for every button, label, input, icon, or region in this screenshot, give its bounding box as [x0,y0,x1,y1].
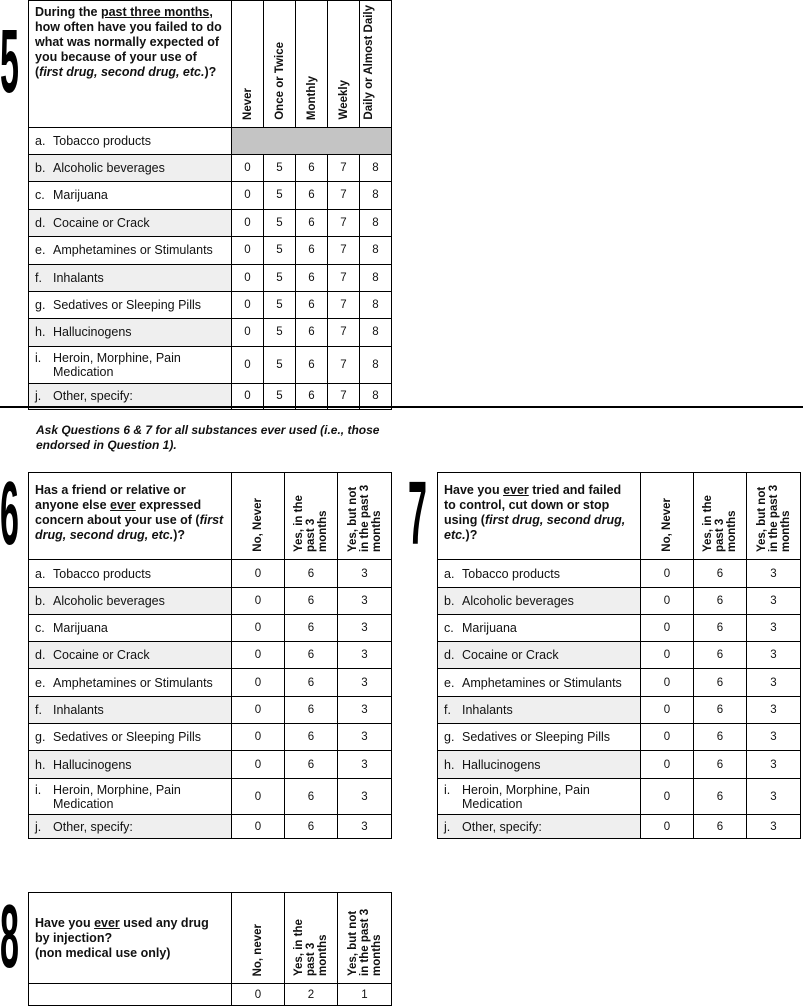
answer-code[interactable]: 0 [232,779,285,815]
substance-row [438,724,801,751]
answer-code[interactable]: 6 [285,588,338,615]
column-header-no-never: No, never [232,893,285,984]
substance-row [29,560,392,588]
answer-code[interactable]: 3 [747,669,801,697]
substance-row [29,127,392,154]
answer-code[interactable]: 0 [232,383,264,409]
substance-row [29,779,392,815]
substance-label-cell [438,697,641,724]
row-letter: a. [444,566,455,581]
answer-label-cell [29,984,232,1006]
answer-code[interactable]: 6 [296,154,328,181]
answer-code[interactable]: 6 [285,815,338,839]
answer-code[interactable]: 8 [360,181,392,209]
substance-label: Amphetamines or Stimulants [462,675,622,690]
column-header-yes-past-3-months: Yes, in the past 3 months [694,473,747,560]
row-letter: b. [35,160,46,175]
row-letter: j. [35,389,42,404]
row-letter: i. [444,782,451,797]
substance-label-cell [438,642,641,669]
answer-code[interactable]: 3 [338,642,392,669]
column-header-yes-past-3-months: Yes, in the past 3 months [285,473,338,560]
answer-code[interactable]: 3 [338,815,392,839]
answer-code[interactable]: 5 [264,383,296,409]
answer-code[interactable]: 6 [285,724,338,751]
substance-label: Hallucinogens [53,757,132,772]
substance-label-cell [29,669,232,697]
substance-label: Other, specify: [462,819,542,834]
answer-code[interactable]: 6 [694,560,747,588]
answer-code[interactable]: 3 [747,751,801,779]
answer-code[interactable]: 6 [285,642,338,669]
substance-label: Cocaine or Crack [53,648,150,662]
answer-code[interactable]: 0 [232,560,285,588]
row-letter: e. [444,675,455,690]
question-number-5: 5 [0,12,19,113]
answer-code[interactable]: 0 [232,815,285,839]
column-header-yes-not-past-3-months: Yes, but not in the past 3 months [338,473,392,560]
answer-code[interactable]: 0 [232,318,264,346]
answer-code[interactable]: 0 [232,291,264,318]
answer-code[interactable]: 6 [285,669,338,697]
substance-label-cell [29,127,232,154]
answer-code[interactable]: 6 [296,291,328,318]
substance-label-cell [29,560,232,588]
instruction-text: Ask Questions 6 & 7 for all substances ever used (i.e., those endorsed in Question 1). [36,423,380,452]
substance-label-cell [29,779,232,815]
substance-label-cell [29,154,232,181]
answer-code[interactable]: 6 [285,560,338,588]
answer-code[interactable]: 6 [285,779,338,815]
answer-code[interactable]: 0 [641,588,694,615]
question-number-8: 8 [0,887,19,988]
substance-row [29,724,392,751]
row-letter: c. [35,621,45,635]
not-applicable-cell [232,127,392,154]
answer-code[interactable]: 7 [328,236,360,264]
substance-label: Hallucinogens [462,757,541,772]
row-letter: b. [444,594,455,608]
answer-code[interactable]: 7 [328,181,360,209]
answer-code[interactable]: 0 [641,697,694,724]
substance-label-cell [438,751,641,779]
answer-code[interactable]: 6 [296,181,328,209]
substance-row [29,291,392,318]
substance-row [438,669,801,697]
substance-label-cell [29,209,232,236]
answer-code[interactable]: 0 [232,984,285,1006]
substance-row [438,751,801,779]
column-header-yes-not-past-3-months: Yes, but not in the past 3 months [747,473,801,560]
column-header-no-never: No, Never [641,473,694,560]
answer-code[interactable]: 3 [747,588,801,615]
substance-row [29,815,392,839]
answer-code[interactable]: 6 [296,264,328,291]
substance-label-cell [29,236,232,264]
row-letter: h. [444,757,455,772]
answer-code[interactable]: 6 [694,615,747,642]
substance-row [29,346,392,383]
substance-label: Sedatives or Sleeping Pills [53,730,201,744]
answer-code[interactable]: 6 [694,724,747,751]
substance-row [438,642,801,669]
substance-label: Amphetamines or Stimulants [53,243,213,258]
substance-label: Heroin, Morphine, Pain Medication [53,350,181,379]
answer-code[interactable]: 8 [360,209,392,236]
answer-code[interactable]: 0 [232,264,264,291]
answer-code[interactable]: 3 [747,615,801,642]
answer-code[interactable]: 0 [641,615,694,642]
question-8-text: Have you ever used any drug by injection? (non medical use only) [29,893,232,984]
column-header-weekly: Weekly [328,1,360,128]
row-letter: h. [35,325,46,340]
row-letter: b. [35,594,46,608]
substance-label-cell [438,724,641,751]
answer-code[interactable]: 6 [296,236,328,264]
answer-code[interactable]: 0 [641,669,694,697]
question-5-text: During the past three months, how often have you failed to do what was normally expected of you because of your use of (first drug, second drug, etc.)? [29,1,232,128]
substance-row [29,751,392,779]
answer-code[interactable]: 6 [285,751,338,779]
substance-label-cell [29,697,232,724]
answer-code[interactable]: 0 [641,560,694,588]
row-letter: d. [35,648,46,662]
substance-row [29,209,392,236]
answer-code[interactable]: 0 [641,642,694,669]
answer-code[interactable]: 0 [232,154,264,181]
substance-label: Marijuana [462,621,517,635]
answer-code[interactable]: 0 [232,697,285,724]
answer-code[interactable]: 5 [264,318,296,346]
answer-code[interactable]: 0 [232,669,285,697]
row-letter: g. [35,297,46,312]
substance-label: Other, specify: [53,819,133,834]
substance-label: Hallucinogens [53,325,132,340]
substance-label-cell [29,291,232,318]
answer-code[interactable]: 3 [338,588,392,615]
row-letter: i. [35,782,42,797]
substance-row [29,236,392,264]
question-number-7: 7 [408,464,427,565]
substance-label-cell [438,588,641,615]
answer-code[interactable]: 8 [360,291,392,318]
substance-label: Sedatives or Sleeping Pills [53,297,201,312]
substance-row [29,181,392,209]
substance-label: Alcoholic beverages [53,160,165,175]
answer-code[interactable]: 8 [360,346,392,383]
answer-code[interactable]: 8 [360,236,392,264]
answer-code[interactable]: 3 [747,697,801,724]
substance-label-cell [29,724,232,751]
substance-label-cell [29,318,232,346]
substance-label: Alcoholic beverages [462,594,574,608]
column-header-never: Never [232,1,264,128]
substance-row [438,560,801,588]
answer-code[interactable]: 0 [641,751,694,779]
answer-code[interactable]: 6 [694,642,747,669]
answer-code[interactable]: 0 [641,815,694,839]
answer-code[interactable]: 6 [296,318,328,346]
answer-code[interactable]: 6 [694,779,747,815]
row-letter: c. [35,188,45,203]
answer-code[interactable]: 3 [338,779,392,815]
question-8-table [28,892,392,1006]
substance-label-cell [438,779,641,815]
substance-label: Cocaine or Crack [53,215,150,230]
row-letter: a. [35,133,46,148]
row-letter: h. [35,757,46,772]
substance-label: Heroin, Morphine, Pain Medication [53,782,181,811]
substance-row [438,588,801,615]
answer-code[interactable]: 6 [694,588,747,615]
column-header-daily: Daily or Almost Daily [360,1,392,128]
answer-code[interactable]: 8 [360,383,392,409]
answer-code[interactable]: 6 [285,615,338,642]
substance-label: Cocaine or Crack [462,648,559,662]
answer-code[interactable]: 1 [338,984,392,1006]
substance-label-cell [29,642,232,669]
answer-code[interactable]: 7 [328,291,360,318]
answer-code[interactable]: 5 [264,154,296,181]
row-letter: g. [444,730,455,744]
substance-row [438,615,801,642]
substance-label-cell [29,815,232,839]
answer-code[interactable]: 3 [338,669,392,697]
answer-code[interactable]: 6 [296,346,328,383]
substance-row [438,815,801,839]
column-header-yes-not-past-3-months: Yes, but not in the past 3 months [338,893,392,984]
substance-row [29,669,392,697]
answer-code[interactable]: 6 [296,383,328,409]
substance-label-cell [29,615,232,642]
section-divider [0,406,803,408]
substance-label: Heroin, Morphine, Pain Medication [462,782,590,811]
answer-code[interactable]: 0 [232,642,285,669]
answer-code[interactable]: 6 [296,209,328,236]
answer-code[interactable]: 3 [338,751,392,779]
substance-label: Tobacco products [462,566,560,581]
question-5-table [28,0,392,410]
row-letter: e. [35,243,46,258]
answer-code[interactable]: 0 [641,779,694,815]
answer-code[interactable]: 0 [232,181,264,209]
answer-code[interactable]: 8 [360,264,392,291]
answer-code[interactable]: 5 [264,181,296,209]
substance-label-cell [29,264,232,291]
substance-label: Sedatives or Sleeping Pills [462,730,610,744]
answer-code[interactable]: 3 [747,724,801,751]
answer-code[interactable]: 7 [328,154,360,181]
row-letter: j. [444,819,451,834]
row-letter: d. [35,215,46,230]
substance-row [29,588,392,615]
answer-code[interactable]: 5 [264,346,296,383]
answer-code[interactable]: 0 [232,724,285,751]
answer-code[interactable]: 5 [264,291,296,318]
answer-code[interactable]: 0 [641,724,694,751]
answer-code[interactable]: 7 [328,209,360,236]
row-letter: j. [35,819,42,834]
row-letter: a. [35,566,46,581]
answer-code[interactable]: 3 [338,697,392,724]
substance-row [29,697,392,724]
answer-code[interactable]: 3 [338,615,392,642]
row-letter: f. [35,703,42,717]
substance-row [29,642,392,669]
answer-code[interactable]: 8 [360,318,392,346]
answer-code[interactable]: 6 [285,697,338,724]
substance-row [29,264,392,291]
column-header-once-or-twice: Once or Twice [264,1,296,128]
answer-code[interactable]: 3 [338,560,392,588]
answer-code[interactable]: 7 [328,318,360,346]
substance-label-cell [438,560,641,588]
answer-code[interactable]: 3 [747,815,801,839]
answer-code[interactable]: 0 [232,615,285,642]
substance-label: Inhalants [53,270,104,285]
answer-code[interactable]: 8 [360,154,392,181]
column-header-no-never: No, Never [232,473,285,560]
answer-code[interactable]: 6 [694,815,747,839]
row-letter: g. [35,730,46,744]
substance-label-cell [438,669,641,697]
substance-label: Alcoholic beverages [53,594,165,608]
substance-label-cell [438,815,641,839]
answer-code[interactable]: 5 [264,236,296,264]
substance-label: Tobacco products [53,133,151,148]
question-7-text: Have you ever tried and failed to control, cut down or stop using (first drug, second drug, etc.)? [438,473,641,560]
substance-label: Tobacco products [53,566,151,581]
answer-code[interactable]: 0 [232,751,285,779]
substance-label-cell [29,751,232,779]
column-header-yes-past-3-months: Yes, in the past 3 months [285,893,338,984]
answer-code[interactable]: 0 [232,209,264,236]
substance-row [29,154,392,181]
question-6-text: Has a friend or relative or anyone else ever expressed concern about your use of (first drug, second drug, etc.)? [29,473,232,560]
substance-row [29,615,392,642]
question-6-table [28,472,392,839]
answer-code[interactable]: 6 [694,669,747,697]
answer-code[interactable]: 3 [747,642,801,669]
substance-label: Marijuana [53,621,108,635]
answer-code[interactable]: 0 [232,588,285,615]
substance-row [438,697,801,724]
substance-label: Other, specify: [53,389,133,404]
substance-row [438,779,801,815]
row-letter: f. [444,703,451,717]
answer-code[interactable]: 0 [232,236,264,264]
column-header-monthly: Monthly [296,1,328,128]
answer-code[interactable]: 5 [264,209,296,236]
answer-code[interactable]: 7 [328,264,360,291]
row-letter: f. [35,270,42,285]
substance-label-cell [29,588,232,615]
answer-code[interactable]: 7 [328,346,360,383]
substance-label: Inhalants [53,703,104,717]
substance-label-cell [438,615,641,642]
answer-code[interactable]: 6 [694,751,747,779]
answer-code[interactable]: 7 [328,383,360,409]
row-letter: i. [35,350,42,365]
answer-code[interactable]: 2 [285,984,338,1006]
substance-label: Inhalants [462,703,513,717]
question-7-table [437,472,801,839]
answer-code[interactable]: 3 [747,560,801,588]
row-letter: e. [35,675,46,690]
substance-row [29,318,392,346]
answer-code[interactable]: 6 [694,697,747,724]
substance-label-cell [29,181,232,209]
question-number-6: 6 [0,464,19,565]
substance-label-cell [29,346,232,383]
row-letter: d. [444,648,455,662]
substance-label: Amphetamines or Stimulants [53,675,213,690]
answer-code[interactable]: 3 [747,779,801,815]
answer-code[interactable]: 0 [232,346,264,383]
substance-label: Marijuana [53,188,108,203]
row-letter: c. [444,621,454,635]
answer-code[interactable]: 3 [338,724,392,751]
answer-code[interactable]: 5 [264,264,296,291]
